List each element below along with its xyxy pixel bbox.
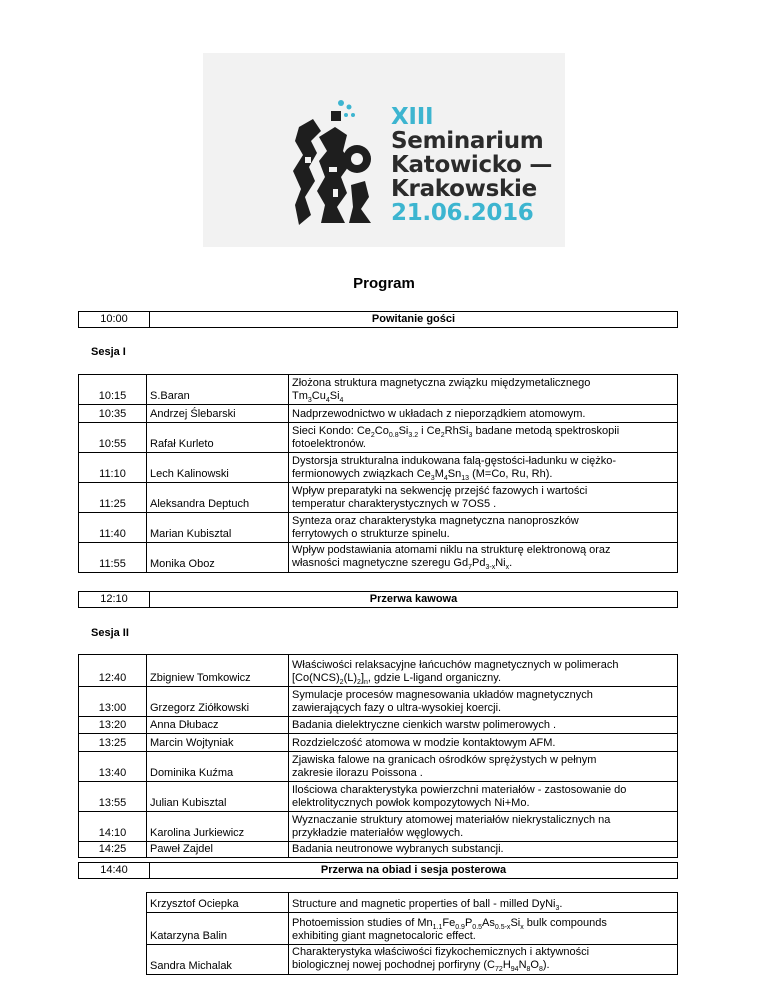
talk-title: Synteza oraz charakterystyka magnetyczna nanoproszków ferrytowych o strukturze spinelu. [289,513,678,543]
logo-title [391,105,552,225]
talk-title: Właściwości relaksacyjne łańcuchów magnetycznych w polimerach $[Co(NCS)_2(L)_2]_n$, gdzie L-ligand organiczny. [289,655,678,687]
table-row [79,734,678,752]
poster-author: Krzysztof Ociepka [147,893,289,913]
poster-author: Katarzyna Balin [147,913,289,945]
speaker-name: Marcin Wojtyniak [147,734,289,752]
speaker-name: Paweł Zajdel [147,842,289,858]
talk-time: 13:40 [79,752,147,782]
table-row [79,423,678,453]
logo-line-2: Katowicko — [391,152,553,178]
talk-title: Sieci Kondo: $Ce_2Co_{0.8}Si_{3.2}$ i $Ce_2RhSi_3$ badane metodą spektroskopii fotoelektronów. [289,423,678,453]
talk-time: 11:25 [79,483,147,513]
welcome-bar [78,311,678,328]
table-row [79,782,678,812]
speaker-name: Lech Kalinowski [147,453,289,483]
logo-numeral: XIII [391,104,434,130]
talk-time: 11:10 [79,453,147,483]
session-2-table [78,654,678,858]
session-1-table [78,374,678,573]
table-row [79,453,678,483]
poster-author: Sandra Michalak [147,945,289,975]
table-row [147,893,678,913]
speaker-name: Anna Dłubacz [147,717,289,734]
talk-time: 12:40 [79,655,147,687]
coffee-label: Przerwa kawowa [369,593,458,605]
talk-title: Rozdzielczość atomowa w modzie kontaktowym AFM. [289,734,678,752]
table-row [79,687,678,717]
page-title: Program [353,275,415,292]
talk-time: 10:15 [79,375,147,405]
table-row [79,543,678,573]
table-row [147,945,678,975]
table-row [79,405,678,423]
speaker-name: Rafał Kurleto [147,423,289,453]
speaker-name: Grzegorz Ziółkowski [147,687,289,717]
table-row [79,513,678,543]
table-row [79,752,678,782]
table-row [79,717,678,734]
seminar-logo [203,53,565,247]
talk-title: Wpływ preparatyki na sekwencję przejść fazowych i wartości temperatur charakterystycznych w 7OS5 . [289,483,678,513]
coffee-time: 12:10 [79,592,150,607]
poster-table [146,892,678,975]
talk-title: Badania neutronowe wybranych substancji. [289,842,678,858]
talk-time: 13:55 [79,782,147,812]
miner-gear-emblem-icon [291,97,377,227]
talk-time: 14:25 [79,842,147,858]
talk-time: 13:00 [79,687,147,717]
table-row [79,655,678,687]
talk-title: Wyznaczanie struktury atomowej materiałów niekrystalicznych na przykładzie materiałów węglowych. [289,812,678,842]
talk-title: Wpływ podstawiania atomami niklu na strukturę elektronową oraz własności magnetyczne szeregu $Gd_7Pd_{3-x}Ni_x$. [289,543,678,573]
speaker-name: Julian Kubisztal [147,782,289,812]
speaker-name: Monika Oboz [147,543,289,573]
speaker-name: Zbigniew Tomkowicz [147,655,289,687]
poster-title: Photoemission studies of $Mn_{1.1}Fe_{0.9}P_{0.5}As_{0.5-x}Si_x$ bulk compounds exhibiting giant magnetocaloric effect. [289,913,678,945]
speaker-name: Aleksandra Deptuch [147,483,289,513]
talk-time: 11:55 [79,543,147,573]
lunch-break-bar [78,862,678,879]
table-row [147,913,678,945]
poster-title: Charakterystyka właściwości fizykochemicznych i aktywności biologicznej nowej pochodnej porfiryny $(C_{72}H_{94}N_8O_8)$. [289,945,678,975]
talk-time: 13:20 [79,717,147,734]
session-1-label: Sesja I [91,346,126,358]
talk-title: Symulacje procesów magnesowania układów magnetycznych zawierających fazy o ultra-wysokiej koercji. [289,687,678,717]
talk-time: 13:25 [79,734,147,752]
logo-line-1: Seminarium [391,128,544,154]
talk-title: Ilościowa charakterystyka powierzchni materiałów - zastosowanie do elektrolitycznych powłok kompozytowych Ni+Mo. [289,782,678,812]
welcome-label: Powitanie gości [371,313,456,325]
poster-title: Structure and magnetic properties of ball - milled DyNi$_3$. [289,893,678,913]
welcome-time: 10:00 [79,312,150,327]
talk-time: 14:10 [79,812,147,842]
talk-title: Badania dielektryczne cienkich warstw polimerowych . [289,717,678,734]
speaker-name: Andrzej Ślebarski [147,405,289,423]
talk-title: Dystorsja strukturalna indukowana falą-gęstości-ładunku w ciężko- fermionowych związkach $Ce_3M_4Sn_{13}$ (M=Co, Ru, Rh). [289,453,678,483]
speaker-name: S.Baran [147,375,289,405]
table-row [79,812,678,842]
talk-time: 11:40 [79,513,147,543]
session-2-label: Sesja II [91,627,129,639]
logo-date: 21.06.2016 [391,200,534,226]
speaker-name: Dominika Kuźma [147,752,289,782]
table-row [79,842,678,858]
talk-time: 10:55 [79,423,147,453]
logo-line-3: Krakowskie [391,176,537,202]
talk-title: Złożona struktura magnetyczna związku międzymetalicznego $Tm_3Cu_4Si_4$ [289,375,678,405]
talk-title: Nadprzewodnictwo w układach z nieporządkiem atomowym. [289,405,678,423]
speaker-name: Marian Kubisztal [147,513,289,543]
lunch-time: 14:40 [79,863,150,878]
talk-title: Zjawiska falowe na granicach ośrodków sprężystych w pełnym zakresie ilorazu Poissona . [289,752,678,782]
speaker-name: Karolina Jurkiewicz [147,812,289,842]
coffee-break-bar [78,591,678,608]
lunch-label: Przerwa na obiad i sesja posterowa [320,864,507,876]
talk-time: 10:35 [79,405,147,423]
table-row [79,375,678,405]
table-row [79,483,678,513]
